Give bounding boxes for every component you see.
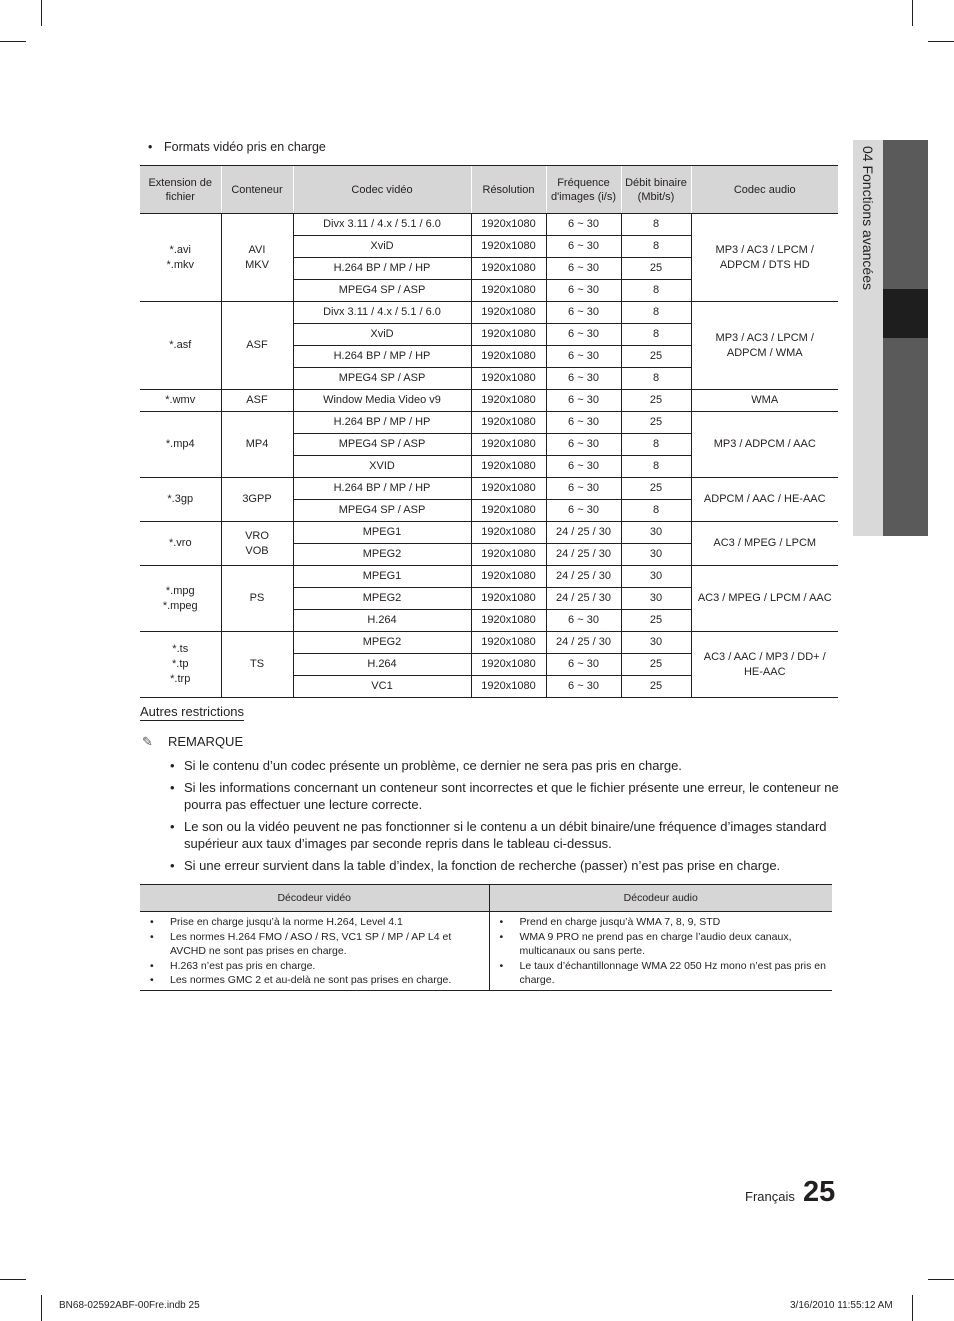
list-item bbox=[148, 930, 483, 959]
frame-rate-cell: 24 / 25 / 30 bbox=[546, 588, 621, 610]
list-item bbox=[148, 915, 483, 930]
list-item-text: Prise en charge jusqu’à la norme H.264, Level 4.1 bbox=[170, 916, 403, 928]
header-container: Conteneur bbox=[221, 166, 293, 214]
list-item-text: WMA 9 PRO ne prend pas en charge l’audio deux canaux, multicanaux ou sans perte. bbox=[519, 930, 792, 958]
resolution-cell: 1920x1080 bbox=[471, 610, 546, 632]
video-codec-cell: MPEG4 SP / ASP bbox=[293, 500, 471, 522]
table-row bbox=[140, 478, 838, 500]
footer-language: Français bbox=[745, 1189, 795, 1204]
bullet-icon: • bbox=[170, 780, 175, 795]
table-row bbox=[140, 390, 838, 412]
bitrate-cell: 25 bbox=[621, 478, 691, 500]
frame-rate-cell: 24 / 25 / 30 bbox=[546, 544, 621, 566]
frame-rate-cell: 6 ~ 30 bbox=[546, 236, 621, 258]
frame-rate-cell: 6 ~ 30 bbox=[546, 434, 621, 456]
resolution-cell: 1920x1080 bbox=[471, 346, 546, 368]
resolution-cell: 1920x1080 bbox=[471, 368, 546, 390]
bitrate-cell: 8 bbox=[621, 302, 691, 324]
list-item bbox=[148, 973, 483, 988]
page-number: 25 bbox=[803, 1176, 836, 1208]
bullet-icon: • bbox=[170, 858, 175, 873]
header-resolution: Résolution bbox=[471, 166, 546, 214]
video-codec-cell: H.264 BP / MP / HP bbox=[293, 258, 471, 280]
note-item bbox=[170, 779, 840, 813]
resolution-cell: 1920x1080 bbox=[471, 434, 546, 456]
bullet-icon: • bbox=[499, 959, 504, 972]
video-decoder-list bbox=[148, 915, 483, 988]
bitrate-cell: 8 bbox=[621, 324, 691, 346]
note-text: Le son ou la vidéo peuvent ne pas fonctionner si le contenu a un débit binaire/une fréquence d’images standard supérieur aux taux d’images par seconde repris dans le tableau ci-dessus. bbox=[184, 819, 827, 851]
audio-decoder-cell bbox=[489, 912, 832, 991]
frame-rate-cell: 24 / 25 / 30 bbox=[546, 632, 621, 654]
video-codec-cell: VC1 bbox=[293, 676, 471, 698]
decoder-table bbox=[140, 884, 832, 991]
video-decoder-cell bbox=[140, 912, 489, 991]
bitrate-cell: 8 bbox=[621, 500, 691, 522]
frame-rate-cell: 6 ~ 30 bbox=[546, 214, 621, 236]
video-codec-cell: XviD bbox=[293, 324, 471, 346]
container-cell: AVI MKV bbox=[221, 214, 293, 302]
extension-cell: *.asf bbox=[140, 302, 221, 390]
bitrate-cell: 8 bbox=[621, 280, 691, 302]
print-timestamp: 3/16/2010 11:55:12 AM bbox=[790, 1300, 893, 1311]
resolution-cell: 1920x1080 bbox=[471, 544, 546, 566]
bullet-icon: • bbox=[150, 930, 154, 943]
resolution-cell: 1920x1080 bbox=[471, 632, 546, 654]
resolution-cell: 1920x1080 bbox=[471, 258, 546, 280]
resolution-cell: 1920x1080 bbox=[471, 588, 546, 610]
frame-rate-cell: 6 ~ 30 bbox=[546, 324, 621, 346]
bitrate-cell: 25 bbox=[621, 258, 691, 280]
header-bitrate: Débit binaire (Mbit/s) bbox=[621, 166, 691, 214]
resolution-cell: 1920x1080 bbox=[471, 456, 546, 478]
note-text: Si une erreur survient dans la table d’index, la fonction de recherche (passer) n’est pas prise en charge. bbox=[184, 858, 781, 873]
crop-mark bbox=[912, 0, 913, 26]
container-cell: VRO VOB bbox=[221, 522, 293, 566]
video-codec-cell: MPEG1 bbox=[293, 522, 471, 544]
frame-rate-cell: 24 / 25 / 30 bbox=[546, 566, 621, 588]
frame-rate-cell: 6 ~ 30 bbox=[546, 500, 621, 522]
table-row bbox=[140, 912, 832, 991]
bullet-icon: • bbox=[150, 959, 154, 972]
bitrate-cell: 8 bbox=[621, 368, 691, 390]
extension-cell: *.wmv bbox=[140, 390, 221, 412]
bitrate-cell: 25 bbox=[621, 610, 691, 632]
table-row bbox=[140, 632, 838, 654]
audio-codec-cell: ADPCM / AAC / HE-AAC bbox=[691, 478, 838, 522]
table-header-row bbox=[140, 166, 838, 214]
video-codec-cell: XVID bbox=[293, 456, 471, 478]
section-heading-text: Formats vidéo pris en charge bbox=[164, 140, 326, 154]
header-extension: Extension de fichier bbox=[140, 166, 221, 214]
table-header-row bbox=[140, 885, 832, 912]
crop-mark bbox=[41, 0, 42, 26]
video-codec-cell: H.264 BP / MP / HP bbox=[293, 346, 471, 368]
extension-cell: *.vro bbox=[140, 522, 221, 566]
table-row bbox=[140, 302, 838, 324]
container-cell: TS bbox=[221, 632, 293, 698]
bullet-icon: • bbox=[150, 916, 154, 928]
notes-list bbox=[170, 757, 840, 879]
container-cell: 3GPP bbox=[221, 478, 293, 522]
video-decoder-header: Décodeur vidéo bbox=[140, 885, 489, 912]
bullet-icon: • bbox=[150, 974, 154, 987]
bitrate-cell: 30 bbox=[621, 632, 691, 654]
video-codec-cell: MPEG2 bbox=[293, 544, 471, 566]
audio-codec-cell: WMA bbox=[691, 390, 838, 412]
bitrate-cell: 8 bbox=[621, 214, 691, 236]
extension-cell: *.3gp bbox=[140, 478, 221, 522]
video-codec-cell: MPEG4 SP / ASP bbox=[293, 368, 471, 390]
bitrate-cell: 30 bbox=[621, 522, 691, 544]
frame-rate-cell: 6 ~ 30 bbox=[546, 368, 621, 390]
note-item bbox=[170, 757, 840, 774]
frame-rate-cell: 6 ~ 30 bbox=[546, 456, 621, 478]
audio-decoder-header: Décodeur audio bbox=[489, 885, 832, 912]
list-item bbox=[498, 930, 827, 959]
bullet-icon: • bbox=[170, 758, 175, 773]
bitrate-cell: 25 bbox=[621, 346, 691, 368]
frame-rate-cell: 6 ~ 30 bbox=[546, 258, 621, 280]
list-item-text: Les normes GMC 2 et au-delà ne sont pas prises en charge. bbox=[170, 974, 452, 987]
resolution-cell: 1920x1080 bbox=[471, 500, 546, 522]
frame-rate-cell: 6 ~ 30 bbox=[546, 676, 621, 698]
audio-codec-cell: AC3 / MPEG / LPCM bbox=[691, 522, 838, 566]
video-codec-cell: MPEG2 bbox=[293, 632, 471, 654]
container-cell: MP4 bbox=[221, 412, 293, 478]
list-item-text: H.263 n’est pas pris en charge. bbox=[170, 959, 316, 972]
video-formats-table bbox=[140, 165, 838, 698]
crop-mark bbox=[0, 1279, 26, 1280]
chapter-tab-strip bbox=[883, 140, 928, 536]
crop-mark bbox=[912, 1295, 913, 1321]
resolution-cell: 1920x1080 bbox=[471, 676, 546, 698]
extension-cell: *.mp4 bbox=[140, 412, 221, 478]
resolution-cell: 1920x1080 bbox=[471, 654, 546, 676]
table-row bbox=[140, 412, 838, 434]
crop-mark bbox=[0, 41, 26, 42]
resolution-cell: 1920x1080 bbox=[471, 522, 546, 544]
video-codec-cell: H.264 BP / MP / HP bbox=[293, 412, 471, 434]
bitrate-cell: 30 bbox=[621, 566, 691, 588]
crop-mark bbox=[41, 1295, 42, 1321]
video-codec-cell: Divx 3.11 / 4.x / 5.1 / 6.0 bbox=[293, 214, 471, 236]
video-codec-cell: MPEG4 SP / ASP bbox=[293, 280, 471, 302]
bullet-icon: • bbox=[499, 930, 504, 943]
bitrate-cell: 25 bbox=[621, 676, 691, 698]
note-text: Si le contenu d’un codec présente un problème, ce dernier ne sera pas pris en charge. bbox=[184, 758, 682, 773]
frame-rate-cell: 6 ~ 30 bbox=[546, 280, 621, 302]
frame-rate-cell: 6 ~ 30 bbox=[546, 478, 621, 500]
video-codec-cell: MPEG1 bbox=[293, 566, 471, 588]
audio-codec-cell: MP3 / AC3 / LPCM / ADPCM / DTS HD bbox=[691, 214, 838, 302]
bitrate-cell: 30 bbox=[621, 544, 691, 566]
table-row bbox=[140, 214, 838, 236]
resolution-cell: 1920x1080 bbox=[471, 390, 546, 412]
frame-rate-cell: 6 ~ 30 bbox=[546, 654, 621, 676]
note-item bbox=[170, 857, 840, 874]
audio-decoder-list bbox=[498, 915, 827, 988]
chapter-tab-marker bbox=[883, 289, 928, 338]
resolution-cell: 1920x1080 bbox=[471, 412, 546, 434]
frame-rate-cell: 6 ~ 30 bbox=[546, 610, 621, 632]
bitrate-cell: 8 bbox=[621, 434, 691, 456]
crop-mark bbox=[928, 1279, 954, 1280]
frame-rate-cell: 6 ~ 30 bbox=[546, 346, 621, 368]
frame-rate-cell: 6 ~ 30 bbox=[546, 412, 621, 434]
note-item bbox=[170, 818, 840, 852]
file-info: BN68-02592ABF-00Fre.indb 25 bbox=[59, 1300, 200, 1311]
note-label: REMARQUE bbox=[168, 734, 244, 749]
list-item-text: Les normes H.264 FMO / ASO / RS, VC1 SP / MP / AP L4 et AVCHD ne sont pas prises en charge. bbox=[170, 930, 452, 958]
audio-codec-cell: AC3 / AAC / MP3 / DD+ / HE-AAC bbox=[691, 632, 838, 698]
frame-rate-cell: 24 / 25 / 30 bbox=[546, 522, 621, 544]
resolution-cell: 1920x1080 bbox=[471, 236, 546, 258]
video-codec-cell: H.264 bbox=[293, 610, 471, 632]
crop-mark bbox=[928, 41, 954, 42]
resolution-cell: 1920x1080 bbox=[471, 478, 546, 500]
list-item bbox=[498, 959, 827, 988]
header-video-codec: Codec vidéo bbox=[293, 166, 471, 214]
table-row bbox=[140, 522, 838, 544]
extension-cell: *.ts *.tp *.trp bbox=[140, 632, 221, 698]
section-heading bbox=[148, 140, 326, 154]
video-codec-cell: H.264 bbox=[293, 654, 471, 676]
bitrate-cell: 8 bbox=[621, 236, 691, 258]
table-row bbox=[140, 566, 838, 588]
header-frame-rate: Fréquence d'images (i/s) bbox=[546, 166, 621, 214]
video-codec-cell: MPEG4 SP / ASP bbox=[293, 434, 471, 456]
container-cell: PS bbox=[221, 566, 293, 632]
resolution-cell: 1920x1080 bbox=[471, 302, 546, 324]
video-codec-cell: XviD bbox=[293, 236, 471, 258]
audio-codec-cell: AC3 / MPEG / LPCM / AAC bbox=[691, 566, 838, 632]
chapter-tab-label: 04 Fonctions avancées bbox=[860, 146, 876, 290]
bitrate-cell: 8 bbox=[621, 456, 691, 478]
restrictions-title: Autres restrictions bbox=[140, 704, 245, 719]
bullet-icon: • bbox=[499, 916, 504, 928]
note-text: Si les informations concernant un conteneur sont incorrectes et que le fichier présente une erreur, le conteneur ne pourra pas effectuer une lecture correcte. bbox=[184, 780, 839, 812]
video-codec-cell: Window Media Video v9 bbox=[293, 390, 471, 412]
resolution-cell: 1920x1080 bbox=[471, 280, 546, 302]
video-codec-cell: MPEG2 bbox=[293, 588, 471, 610]
resolution-cell: 1920x1080 bbox=[471, 324, 546, 346]
bullet-icon: • bbox=[170, 819, 175, 834]
list-item-text: Prend en charge jusqu’à WMA 7, 8, 9, STD bbox=[519, 916, 721, 928]
list-item bbox=[498, 915, 827, 930]
bitrate-cell: 25 bbox=[621, 412, 691, 434]
pencil-icon: ✎ bbox=[142, 734, 153, 749]
resolution-cell: 1920x1080 bbox=[471, 566, 546, 588]
extension-cell: *.mpg *.mpeg bbox=[140, 566, 221, 632]
frame-rate-cell: 6 ~ 30 bbox=[546, 390, 621, 412]
video-codec-cell: Divx 3.11 / 4.x / 5.1 / 6.0 bbox=[293, 302, 471, 324]
container-cell: ASF bbox=[221, 390, 293, 412]
frame-rate-cell: 6 ~ 30 bbox=[546, 302, 621, 324]
container-cell: ASF bbox=[221, 302, 293, 390]
header-audio-codec: Codec audio bbox=[691, 166, 838, 214]
list-item bbox=[148, 959, 483, 974]
resolution-cell: 1920x1080 bbox=[471, 214, 546, 236]
note-heading bbox=[142, 734, 243, 750]
audio-codec-cell: MP3 / ADPCM / AAC bbox=[691, 412, 838, 478]
bitrate-cell: 30 bbox=[621, 588, 691, 610]
list-item-text: Le taux d’échantillonnage WMA 22 050 Hz mono n’est pas pris en charge. bbox=[519, 959, 826, 987]
audio-codec-cell: MP3 / AC3 / LPCM / ADPCM / WMA bbox=[691, 302, 838, 390]
video-codec-cell: H.264 BP / MP / HP bbox=[293, 478, 471, 500]
extension-cell: *.avi *.mkv bbox=[140, 214, 221, 302]
bitrate-cell: 25 bbox=[621, 390, 691, 412]
bitrate-cell: 25 bbox=[621, 654, 691, 676]
bullet-icon: • bbox=[148, 140, 153, 154]
